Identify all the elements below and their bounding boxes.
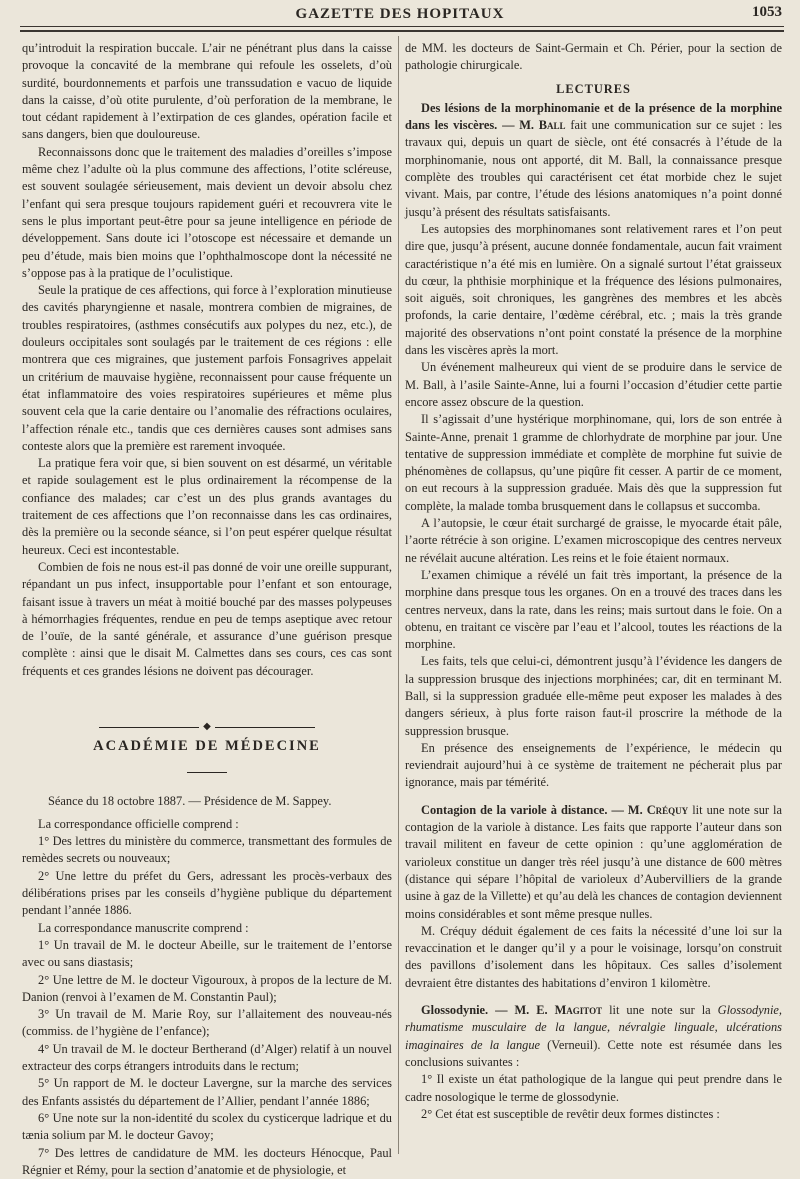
article-author: — M. E. Magitot xyxy=(495,1003,603,1018)
list-item: 7° Des lettres de candidature de MM. les docteurs Hénocque, Paul Régnier et Rémy, pour la section d’anatomie et de physiologie, et xyxy=(22,1145,392,1177)
paragraph: Combien de fois ne nous est-il pas donné de voir une oreille suppurant, répandant un pus infect, insupportable pour l’enfant et son entourage, faisant issue à travers un méat à moitié bouché par des masses polypeuses à hémorrhagies fréquentes, rendue en peu de temps aseptique avec retour de l’ouïe, de la santé générale, et assurance d’une guérison presque complète : ainsi que le disait M. Calmettes dans ses cours, ces cas sont fréquents et ces grandes lésions ne doivent pas décourager. xyxy=(22,559,392,678)
list-item: 6° Une note sur la non-identité du scolex du cysticerque ladrique et du tænia solium par M. le docteur Gavoy; xyxy=(22,1110,392,1143)
paragraph: Seule la pratique de ces affections, qui force à l’exploration minutieuse des cavités pharyngienne et nasale, montrera combien de migraines, de troubles respiratoires, (asthmes consécutifs aux polypes du nez, etc.), de douleurs occipitales sont soulagés par le traitement de ces régions : elle montrera que ces migraines, que justement parfois Fonsagrives appelait un critérium de mauvaise hygiène, reconnaissent pour cause fréquente un état inflammatoire des voies respiratoires supérieures et même plus souvent cela que la carie dentaire ou l’anomalie des réfractions oculaires, l’affection rénale etc., tandis que ces dernières causes sont admises sans conteste alors que la première est rarement invoquée. xyxy=(22,283,392,453)
article-lead xyxy=(405,100,782,221)
list-item: 5° Un rapport de M. le docteur Lavergne, sur la marche des services des Enfants assistés du département de l’Allier, pendant l’année 1886; xyxy=(22,1076,392,1108)
paragraph: qu’introduit la respiration buccale. L’air ne pénétrant plus dans la caisse provoque la concavité de la membrane qui refoule les osselets, d’où surdité, bourdonnements et parfois une transsudation e vacuo de liquide dans la caisse, d’où otite purulente, d’où perforation de la membrane, le tout cédant rapidement à l’extirpation de ces glandes, opération facile et sans dangers, bien que douloureuse. xyxy=(22,41,392,142)
paragraph: La pratique fera voir que, si bien souvent on est désarmé, un véritable et rapide soulagement est le plus ordinairement la récompense de la confiance des malades; car c’est un des plus grands avantages du traitement de ces affections que l’on reconnaisse dans les cas ordinaires, dès la première ou la seconde séance, si l’on peut espérer quelque résultat heureux. Ceci est incontestable. xyxy=(22,456,392,557)
article-text: lit une note sur la xyxy=(602,1003,718,1018)
article-author: — M. Ball xyxy=(502,118,566,133)
paragraph: Reconnaissons donc que le traitement des maladies d’oreilles s’impose même chez l’adulte où la plus commune des affections, l’otite scléreuse, est souvent soulagée sérieusement, mais devient un devoir absolu chez l’enfant qui sera presque toujours rapidement guéri et recouvrera vite le sens le plus important peut-être pour sa jeune intelligence en période de développement. Sans doute ici l’otoscope est nécessaire et demande un peu d’étude, mais bien moins que l’ophthalmoscope dont la nécessité ne s’oppose pas à la pratique de l’oculistique. xyxy=(22,144,392,280)
paragraph: M. Créquy déduit également de ces faits la nécessité d’une loi sur la revaccination et le danger qu’il y a pour le voisinage, lorsqu’on construit des pavillons d’isolement dans les hôpitaux. Ces salles d’isolement devraient être distantes des habitations d’environ 1 kilomètre. xyxy=(405,923,782,990)
article-lead xyxy=(405,802,782,923)
article-title: Des lésions de la morphinomanie et de la présence de la morphine dans les viscères. xyxy=(405,100,782,133)
article-title: Glossodynie. xyxy=(421,1003,489,1018)
header-rule xyxy=(20,26,784,27)
paragraph: Les autopsies des morphinomanes sont relativement rares et l’on peut dire que, jusqu’à présent, aucune donnée fondamentale, aucun fait vraiment caractéristique n’a été mis en lumière. On a signalé surtout l’état graisseux du cœur, la phthisie morphinique et la fréquence des lésions pulmonaires, soit aiguës, soit chroniques, les gangrènes des membres et les abcès profonds, la carie dentaire, l’œdème cérébral, etc. ; mais la très grande majorité des observations n’ont point constaté la présence de la morphine dans les viscères après la mort. xyxy=(405,221,782,358)
section-heading-academie: ACADÉMIE DE MÉDECINE xyxy=(93,737,321,754)
list-item: 2° Cet état est susceptible de revêtir deux formes distinctes : xyxy=(421,1106,720,1121)
heading-underline xyxy=(22,761,392,778)
list-item: 1° Un travail de M. le docteur Abeille, sur le traitement de l’entorse avec ou sans diastasis; xyxy=(22,937,392,970)
paragraph: Les faits, tels que celui-ci, démontrent jusqu’à l’évidence les dangers de la suppression brusque des injections morphinées; car, dit en terminant M. Ball, si la suppression graduée elle-même peut exposer les malades à des dangers sérieux, à plus forte raison faut-il proscrire la méthode de la suppression brusque. xyxy=(405,654,782,738)
list-item: 1° Des lettres du ministère du commerce, transmettant des formules de remèdes secrets ou nouveaux; xyxy=(22,834,392,866)
list-item: La correspondance manuscrite comprend : xyxy=(38,920,249,935)
article-author: — M. Créquy xyxy=(611,802,689,817)
paragraph: A l’autopsie, le cœur était surchargé de graisse, le myocarde était pâle, l’aorte rétrécie à son origine. L’examen microscopique des centres nerveux ne révélait aucune altération. Les reins et le foie étaient normaux. xyxy=(405,516,782,565)
section-heading-lectures: LECTURES xyxy=(556,81,631,96)
paragraph: En présence des enseignements de l’expérience, le médecin qu reviendrait aujourd’hui à ce système de traitement ne pécherait plus par ignorance, mais par témérité. xyxy=(405,740,782,790)
journal-title: GAZETTE DES HOPITAUX xyxy=(295,6,505,22)
header-rule-thick xyxy=(20,30,784,32)
article-text-italic: Glossodynie, rhumatisme musculaire de la langue, névralgie linguale, ulcérations imaginaires de la langue xyxy=(405,1003,782,1052)
page-number: 1053 xyxy=(752,4,782,20)
list-item: 4° Un travail de M. le docteur Bertherand (d’Alger) relatif à un nouvel extracteur des corps étrangers introduits dans le rectum; xyxy=(22,1041,392,1074)
list-item: 2° Une lettre du préfet du Gers, adressant les procès-verbaux des délibérations prises par les conseils d’hygiène publique du département pendant l’année 1886. xyxy=(22,868,392,918)
article-text: fait une communication sur ce sujet : les travaux qui, depuis un quart de siècle, ont été consacrés à l’étude de la morphinomanie, nous ont apporté, dit M. Ball, la connaissance presque complète des troubles qui caractérisent cet état morbide chez le sujet vivant. Mais, par contre, l’étude des lésions anatomiques n’a point donné jusqu’à présent des résultats satisfaisants. xyxy=(405,118,783,219)
right-column xyxy=(405,40,782,1123)
article-lead xyxy=(405,1002,782,1071)
paragraph: de MM. les docteurs de Saint-Germain et Ch. Périer, pour la section de pathologie chirurgicale. xyxy=(405,41,782,73)
list-item: 2° Une lettre de M. le docteur Vigouroux, à propos de la lecture de M. Danion (renvoi à l’examen de M. Constantin Paul); xyxy=(22,972,392,1004)
list-item: 3° Un travail de M. Marie Roy, sur l’allaitement des nouveau-nés (commiss. de l’hygiène de l’enfance); xyxy=(22,1007,392,1039)
article-text: (Verneuil). Cette note est résumée dans les conclusions suivantes : xyxy=(405,1037,782,1069)
paragraph: Un événement malheureux qui vient de se produire dans le service de M. Ball, à l’asile Sainte-Anne, lui a fourni l’occasion d’étudier cette partie encore assez obscure de la question. xyxy=(405,360,782,409)
list-item: La correspondance officielle comprend : xyxy=(38,816,239,831)
seance-line: Séance du 18 octobre 1887. — Présidence de M. Sappey. xyxy=(48,793,332,808)
section-ornament: ◆ xyxy=(22,718,392,732)
running-head xyxy=(0,0,800,40)
article-title: Contagion de la variole à distance. xyxy=(421,802,608,817)
article-text: lit une note sur la contagion de la variole à distance. Les faits que rapporte l’auteur dans son travail militent en faveur de cette opinion : qu’une agglomération de varioleux constitue un danger très réel jusqu’à une distance de 600 mètres (distance qui sépare l’hôpital de varioleux d’Aubervilliers de la grande usine à gaz de la Villette) et qu’au delà les chances de contagion deviennent moins considérables et sont même presque nulles. xyxy=(405,802,782,921)
column-separator xyxy=(398,36,399,1154)
paragraph: L’examen chimique a révélé un fait très important, la présence de la morphine dans presque tous les organes. On en a trouvé des traces dans les centres nerveux, dans la rate, dans les reins; mais surtout dans le foie. On a obtenu, en traitant ce viscère par l’eau et l’alcool, toutes les réactions de la morphine. xyxy=(405,567,782,652)
list-item: 1° Il existe un état pathologique de la langue qui peut prendre dans le cadre nosologique le terme de glossodynie. xyxy=(405,1072,782,1104)
paragraph: Il s’agissait d’une hystérique morphinomane, qui, lors de son entrée à Sainte-Anne, prenait 1 gramme de chlorhydrate de morphine par jour. Une tentative de suppression immédiate et complète de morphine fut suivie de phénomènes de collapsus, qu’une piqûre fit cesser. A partir de ce moment, on eut recours à la suppression graduée. Mais dès que la suppression fut complète, la malade tomba brusquement dans le collapsus et succomba. xyxy=(405,412,782,513)
left-column xyxy=(22,40,392,1179)
